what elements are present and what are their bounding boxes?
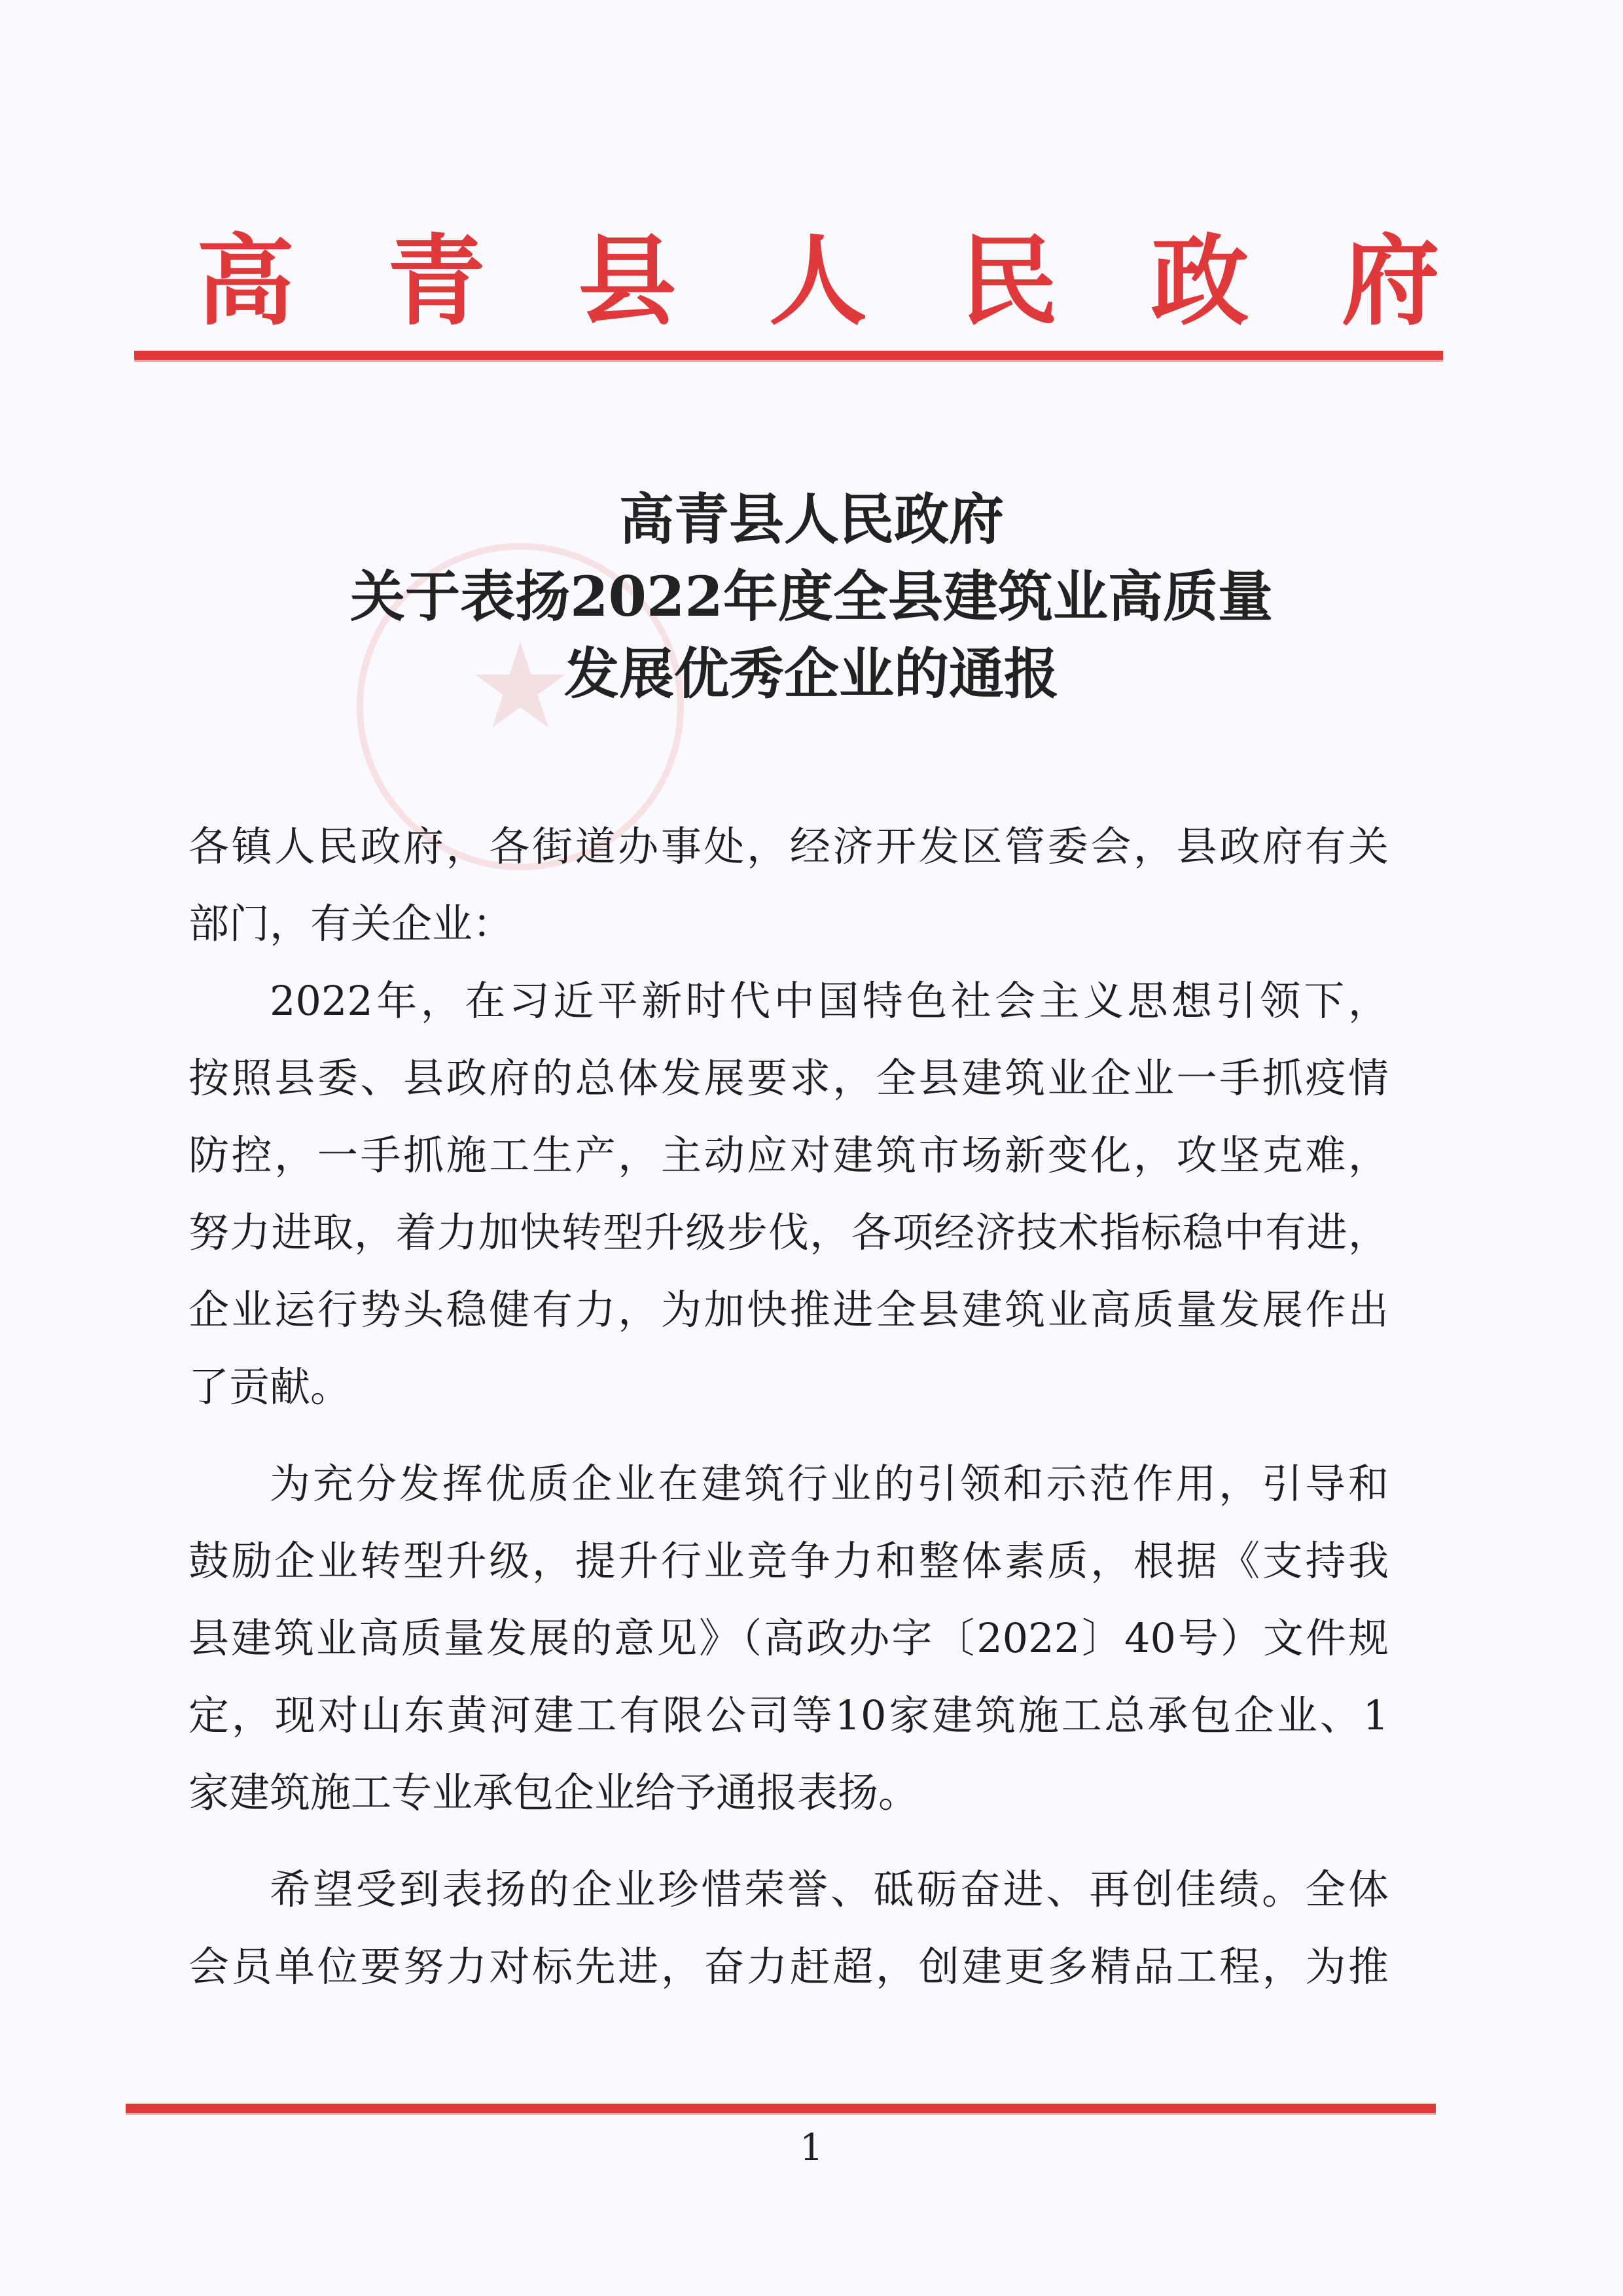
header-red-rule — [134, 351, 1443, 360]
document-body — [188, 808, 1389, 2005]
body-line: 努力进取，着力加快转型升级步伐，各项经济技术指标稳中有进， — [188, 1209, 1389, 1256]
body-line: 县建筑业高质量发展的意见》（高政办字〔2022〕40号）文件规 — [188, 1614, 1389, 1662]
body-line: 部门，有关企业： — [188, 900, 514, 947]
document-title — [131, 481, 1492, 713]
masthead-char: 县 — [578, 224, 677, 339]
masthead-char: 政 — [1150, 224, 1249, 339]
masthead-char: 高 — [196, 224, 295, 339]
body-line: 防控，一手抓施工生产，主动应对建筑市场新变化，攻坚克难， — [188, 1131, 1389, 1179]
seal-star-icon: ★ — [467, 618, 573, 755]
masthead-char: 人 — [768, 224, 867, 339]
title-line-2: 关于表扬2022年度全县建筑业高质量 — [350, 564, 1273, 629]
body-line: 定，现对山东黄河建工有限公司等10家建筑施工总承包企业、1 — [188, 1691, 1389, 1739]
body-line: 家建筑施工专业承包企业给予通报表扬。 — [188, 1769, 919, 1816]
masthead-red-header — [196, 216, 1440, 347]
body-line: 企业运行势头稳健有力，为加快推进全县建筑业高质量发展作出 — [188, 1286, 1389, 1333]
title-line-1: 高青县人民政府 — [618, 487, 1004, 552]
page-number: 1 — [800, 2127, 823, 2169]
body-line: 按照县委、县政府的总体发展要求，全县建筑业企业一手抓疫情 — [188, 1054, 1389, 1102]
body-line: 各镇人民政府，各街道办事处，经济开发区管委会，县政府有关 — [188, 822, 1389, 870]
body-line: 了贡献。 — [188, 1363, 351, 1411]
body-line: 会员单位要努力对标先进，奋力赶超，创建更多精品工程，为推 — [188, 1943, 1389, 1990]
masthead-char: 府 — [1341, 224, 1440, 339]
body-line: 鼓励企业转型升级，提升行业竞争力和整体素质，根据《支持我 — [188, 1537, 1389, 1585]
body-line: 为充分发挥优质企业在建筑行业的引领和示范作用，引导和 — [270, 1460, 1389, 1508]
masthead-char: 青 — [387, 224, 486, 339]
footer-red-rule — [126, 2104, 1436, 2113]
masthead-char: 民 — [959, 224, 1058, 339]
title-line-3: 发展优秀企业的通报 — [563, 641, 1059, 706]
body-line: 2022年，在习近平新时代中国特色社会主义思想引领下， — [270, 977, 1389, 1025]
body-line: 希望受到表扬的企业珍惜荣誉、砥砺奋进、再创佳绩。全体 — [270, 1865, 1389, 1913]
